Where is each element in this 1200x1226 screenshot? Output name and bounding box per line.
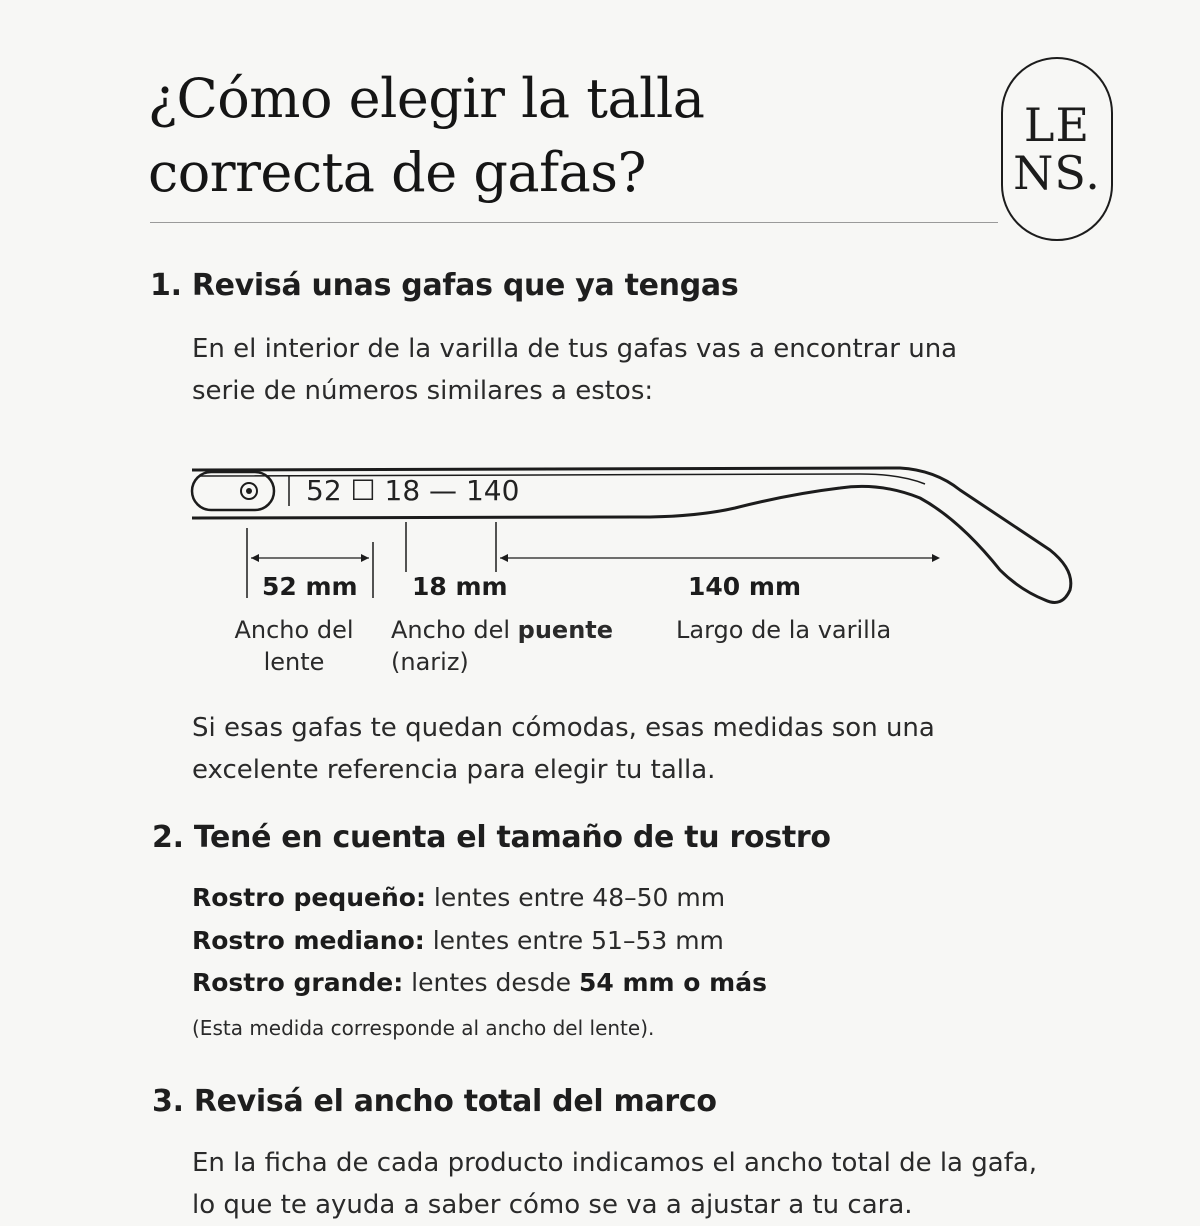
- temple-length-value: 140 mm: [688, 572, 801, 601]
- face-size-label: Rostro mediano:: [192, 926, 425, 955]
- face-size-label: Rostro grande:: [192, 968, 404, 997]
- temple-code: 52 ☐ 18 — 140: [306, 474, 520, 507]
- section-2-note: (Esta medida corresponde al ancho del lente).: [192, 1016, 655, 1040]
- section-1-intro-line-2: serie de números similares a estos:: [192, 376, 654, 406]
- temple-length-label: Largo de la varilla: [676, 616, 892, 644]
- title-divider: [150, 222, 998, 223]
- face-size-row-small: [192, 877, 725, 919]
- hinge-capsule: [192, 472, 274, 510]
- logo-line-1: LE: [1023, 98, 1091, 152]
- page-title-line-2: correcta de gafas?: [148, 141, 646, 204]
- page-title: [148, 62, 704, 210]
- bridge-width-label-line-2: (nariz): [391, 648, 469, 676]
- bridge-width-label-bold: puente: [517, 616, 614, 644]
- bridge-width-value: 18 mm: [412, 572, 508, 601]
- bridge-width-label-prefix: Ancho del: [391, 616, 518, 644]
- logo-line-2: NS.: [1013, 146, 1101, 200]
- face-size-label: Rostro pequeño:: [192, 883, 426, 912]
- section-1-outro: [192, 707, 935, 791]
- bridge-width-label: [391, 614, 613, 678]
- section-1-intro-line-1: En el interior de la varilla de tus gafas vas a encontrar una: [192, 334, 958, 364]
- face-size-text: lentes entre 48–50 mm: [425, 883, 726, 912]
- lens-width-label-line-1: Ancho del: [234, 616, 354, 644]
- face-size-text: lentes desde: [403, 968, 579, 997]
- lens-logo: [1001, 57, 1113, 241]
- section-3-heading: 3. Revisá el ancho total del marco: [152, 1084, 717, 1119]
- temple-diagram: [0, 440, 1200, 640]
- section-1-outro-line-1: Si esas gafas te quedan cómodas, esas medidas son una: [192, 713, 935, 743]
- face-size-row-medium: [192, 920, 724, 962]
- section-1-outro-line-2: excelente referencia para elegir tu talla.: [192, 755, 716, 785]
- page-title-line-1: ¿Cómo elegir la talla: [148, 67, 705, 130]
- lens-width-label-line-2: lente: [263, 648, 325, 676]
- lens-width-label: [226, 614, 362, 678]
- section-1-intro: [192, 328, 957, 412]
- lens-width-value: 52 mm: [262, 572, 358, 601]
- section-2-heading: 2. Tené en cuenta el tamaño de tu rostro: [152, 820, 831, 855]
- section-3-text-line-2: lo que te ayuda a saber cómo se va a ajustar a tu cara.: [192, 1190, 913, 1220]
- section-3-text: [192, 1142, 1037, 1226]
- section-1-heading: 1. Revisá unas gafas que ya tengas: [150, 268, 739, 303]
- face-size-emphasis: 54 mm o más: [578, 968, 767, 997]
- face-size-row-large: [192, 962, 767, 1004]
- section-3-text-line-1: En la ficha de cada producto indicamos el ancho total de la gafa,: [192, 1148, 1038, 1178]
- face-size-text: lentes entre 51–53 mm: [424, 926, 724, 955]
